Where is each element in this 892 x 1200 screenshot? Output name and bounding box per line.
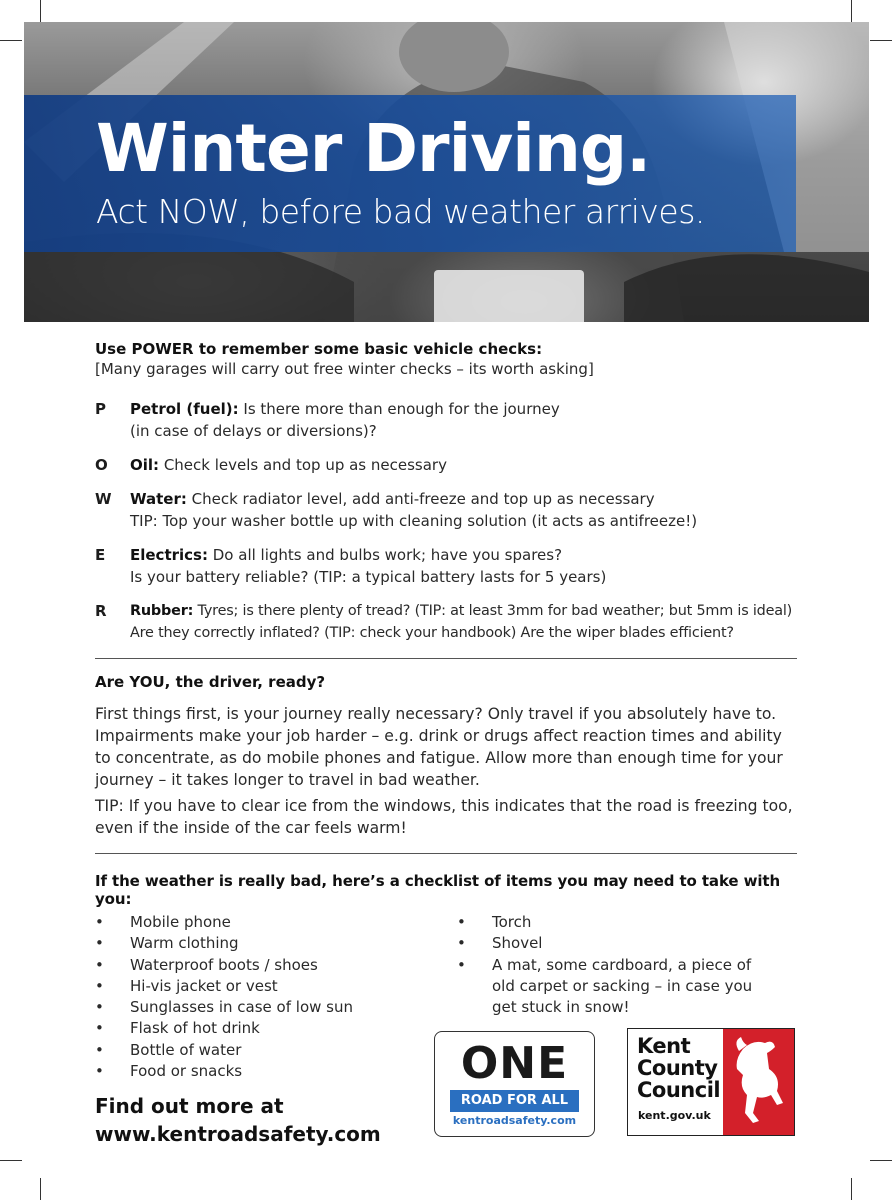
kcc-red-panel <box>723 1029 794 1135</box>
power-letter: W <box>95 490 112 508</box>
checklist-item: • Shovel <box>457 934 543 953</box>
checklist-item: • Waterproof boots / shoes <box>95 955 318 974</box>
checklist-left-column <box>95 912 457 1082</box>
power-heading: Use POWER to remember some basic vehicle checks: <box>95 340 543 358</box>
power-line2: Are they correctly inflated? (TIP: check your handbook) Are the wiper blades efficient? <box>130 625 734 641</box>
crop-mark <box>0 1160 22 1161</box>
power-letter: O <box>95 456 108 474</box>
kcc-wordmark: Kent County Council <box>637 1034 721 1102</box>
power-item-petrol <box>95 398 797 442</box>
crop-mark <box>870 1160 892 1161</box>
page-subtitle: Act NOW, before bad weather arrives. <box>96 192 705 231</box>
checklist-item: • Torch <box>457 913 532 931</box>
crop-mark <box>851 0 852 22</box>
power-item-water <box>95 488 797 532</box>
find-out-more <box>95 1092 381 1148</box>
hero-photo-banner <box>24 22 869 322</box>
power-text: Do all lights and bulbs work; have you spares? <box>207 546 563 564</box>
power-term: Electrics: <box>130 546 208 564</box>
power-text: Is there more than enough for the journey <box>238 400 560 418</box>
power-item-rubber <box>95 600 797 644</box>
crop-mark <box>851 1178 852 1200</box>
find-out-more-label: Find out more at <box>95 1094 284 1118</box>
kcc-url: kent.gov.uk <box>638 1109 711 1122</box>
one-logo-text: ONE <box>460 1038 569 1089</box>
kent-county-council-logo <box>627 1028 795 1136</box>
battery-shape <box>434 270 584 322</box>
power-item-oil <box>95 454 797 476</box>
checklist-item: • Warm clothing <box>95 934 239 953</box>
power-line2: TIP: Top your washer bottle up with cleaning solution (it acts as antifreeze!) <box>130 512 698 530</box>
crop-mark <box>40 1178 41 1200</box>
checklist-item: • Hi-vis jacket or vest <box>95 976 278 995</box>
checklist-item: • A mat, some cardboard, a piece of old carpet or sacking – in case you get stuck in snow! <box>457 955 753 1017</box>
power-letter: E <box>95 546 106 564</box>
one-road-for-all-logo <box>434 1031 595 1137</box>
crop-mark <box>40 0 41 22</box>
website-link[interactable]: www.kentroadsafety.com <box>95 1122 381 1146</box>
checklist-item: • Food or snacks <box>95 1062 243 1081</box>
power-term: Petrol (fuel): <box>130 400 239 418</box>
white-horse-icon <box>723 1029 794 1135</box>
power-term: Oil: <box>130 456 160 474</box>
one-logo-bar: ROAD FOR ALL <box>450 1090 579 1112</box>
power-text: Tyres; is there plenty of tread? (TIP: at least 3mm for bad weather; but 5mm is ideal) <box>193 603 793 619</box>
power-letter: R <box>95 602 107 620</box>
page-title: Winter Driving. <box>96 110 651 187</box>
power-text: Check levels and top up as necessary <box>159 456 447 474</box>
power-item-electrics <box>95 544 797 588</box>
power-line2: (in case of delays or diversions)? <box>130 422 377 440</box>
power-line2: Is your battery reliable? (TIP: a typical battery lasts for 5 years) <box>130 568 607 586</box>
power-note: [Many garages will carry out free winter checks – its worth asking] <box>95 360 594 378</box>
crop-mark <box>870 40 892 41</box>
checklist-item: • Mobile phone <box>95 913 231 931</box>
checklist-heading: If the weather is really bad, here’s a checklist of items you may need to take with you: <box>95 872 781 908</box>
driver-paragraph: First things first, is your journey really necessary? Only travel if you absolutely have to. Impairments make your job harder – e.g. drink or drugs affect reaction times and ability to concentrate, as do mobile phones and fatigue. Allow more than enough time for your journey – it takes longer to travel in bad weather. <box>95 705 783 789</box>
checklist-item: • Bottle of water <box>95 1040 242 1059</box>
power-letter: P <box>95 400 106 418</box>
driver-heading: Are YOU, the driver, ready? <box>95 673 326 691</box>
power-text: Check radiator level, add anti-freeze and top up as necessary <box>186 490 655 508</box>
power-term: Rubber: <box>130 603 194 619</box>
one-logo-url: kentroadsafety.com <box>452 1114 577 1127</box>
checklist-item: • Flask of hot drink <box>95 1019 260 1038</box>
checklist-item: • Sunglasses in case of low sun <box>95 998 353 1017</box>
crop-mark <box>0 40 22 41</box>
main-content <box>95 340 797 1082</box>
driver-tip: TIP: If you have to clear ice from the windows, this indicates that the road is freezing too, even if the inside of the car feels warm! <box>95 797 793 837</box>
power-term: Water: <box>130 490 187 508</box>
